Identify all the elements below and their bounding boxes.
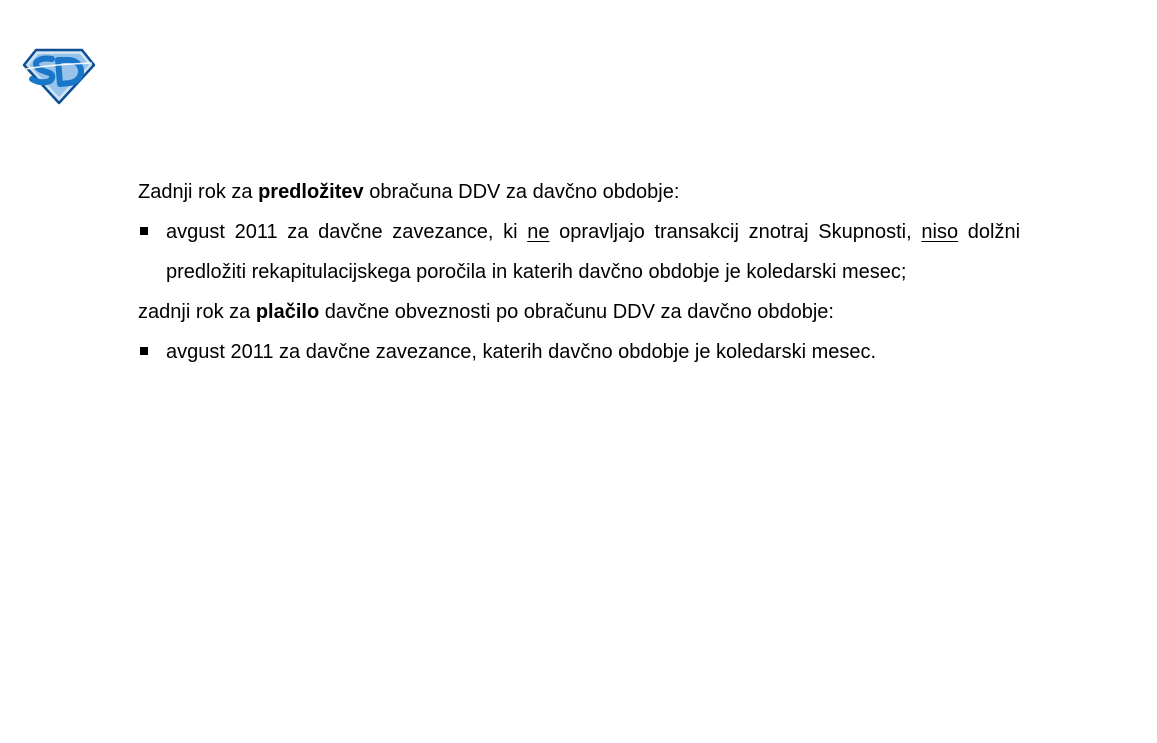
intro-text-after: obračuna DDV za davčno obdobje: [363, 181, 680, 203]
intro-text-before: Zadnji rok za [138, 181, 259, 203]
document-body [138, 172, 1020, 372]
intro-bold-term: predložitev [258, 181, 364, 203]
second-text-before: zadnji rok za [138, 301, 256, 323]
square-bullet-icon [140, 227, 148, 235]
bullet1-text-3: dolžni predložiti rekapitulacijskega poročila in katerih davčno obdobje je koledarski mesec; [166, 221, 1021, 283]
bullet2-text: avgust 2011 za davčne zavezance, katerih davčno obdobje je koledarski mesec. [166, 341, 877, 363]
sd-logo-icon [22, 47, 96, 105]
bullet1-underline-ne: ne [527, 221, 550, 243]
bullet-item-1 [138, 212, 1020, 292]
bullet1-text-2: opravljajo transakcij znotraj Skupnosti, [549, 221, 922, 243]
second-bold-term: plačilo [255, 301, 320, 323]
second-text-after: davčne obveznosti po obračunu DDV za davčno obdobje: [319, 301, 834, 323]
square-bullet-icon [140, 347, 148, 355]
bullet-item-2 [138, 332, 1020, 372]
intro-paragraph [138, 172, 1020, 212]
second-paragraph [138, 292, 1020, 332]
bullet1-text-1: avgust 2011 za davčne zavezance, ki [166, 221, 528, 243]
bullet1-underline-niso: niso [921, 221, 959, 243]
